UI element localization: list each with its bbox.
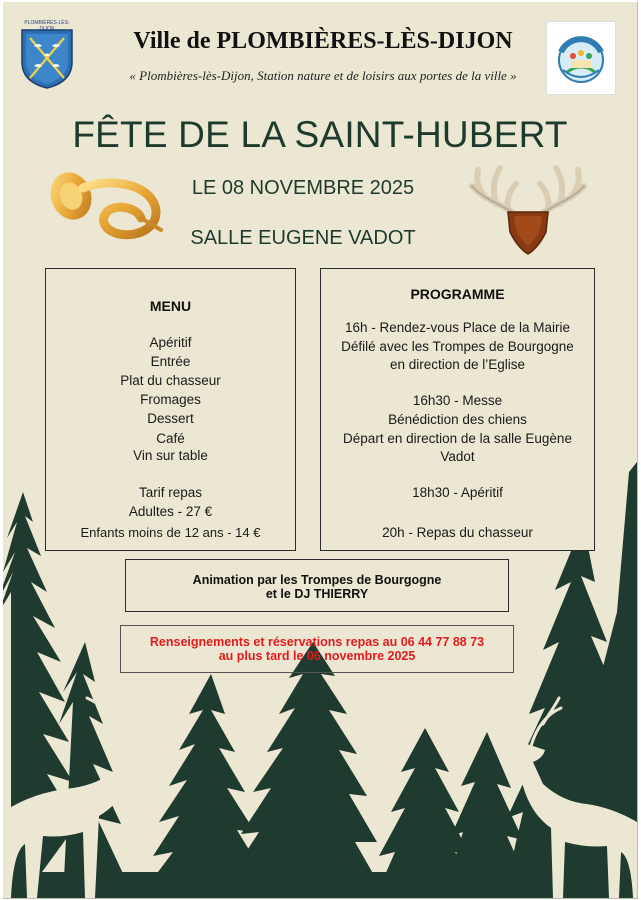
menu-box [45,268,296,551]
programme-box [320,268,595,551]
menu-item: Café [156,431,185,446]
programme-line: Départ en direction de la salle Eugène [343,431,572,446]
tarif-label: Tarif repas [138,485,203,500]
programme-line: 16h - Rendez-vous Place de la Mairie [344,320,571,335]
town-name-heading: Ville de PLOMBIÈRES-LÈS-DIJON [133,28,513,54]
menu-item: Vin sur table [133,448,208,463]
event-date: LE 08 NOVEMBRE 2025 [191,177,415,199]
programme-line: en direction de l’Eglise [389,357,526,372]
animation-line: et le DJ THIERRY [265,587,369,601]
programme-line: Défilé avec les Trompes de Bourgogne [341,339,574,354]
menu-title: MENU [149,298,192,314]
antler-trophy-icon [462,160,594,260]
foyer-rural-logo [546,21,616,95]
menu-item: Plat du chasseur [120,373,221,388]
menu-item: Fromages [140,392,201,407]
programme-line: 20h - Repas du chasseur [382,525,533,540]
menu-item: Dessert [147,411,194,426]
coat-of-arms-caption: PLOMBIÈRES-LÈS-DIJON [24,20,70,32]
menu-item: Entrée [150,354,191,369]
poster-page [3,2,638,899]
event-title: FÊTE DE LA SAINT-HUBERT [72,114,568,155]
reservation-info-box [120,625,514,673]
programme-title: PROGRAMME [410,286,505,302]
tarif-enfants: Enfants moins de 12 ans - 14 € [80,525,261,540]
programme-line: Vadot [440,449,475,464]
town-slogan: « Plombières-lès-Dijon, Station nature et de loisirs aux portes de la ville » [129,68,517,83]
town-coat-of-arms-logo [20,20,74,90]
foyer-rural-emblem-icon [547,22,615,94]
menu-item: Apéritif [149,335,192,350]
programme-line: Bénédiction des chiens [388,412,527,427]
event-venue: SALLE EUGENE VADOT [190,227,416,249]
reservation-deadline: au plus tard le 06 novembre 2025 [218,649,416,663]
reservation-line: Renseignements et réservations repas au 06 44 77 88 73 [149,635,485,649]
programme-line: 18h30 - Apéritif [412,485,503,500]
programme-line: 16h30 - Messe [412,393,503,408]
animation-box [125,559,509,612]
animation-line: Animation par les Trompes de Bourgogne [192,573,442,587]
tarif-adultes: Adultes - 27 € [128,504,213,519]
